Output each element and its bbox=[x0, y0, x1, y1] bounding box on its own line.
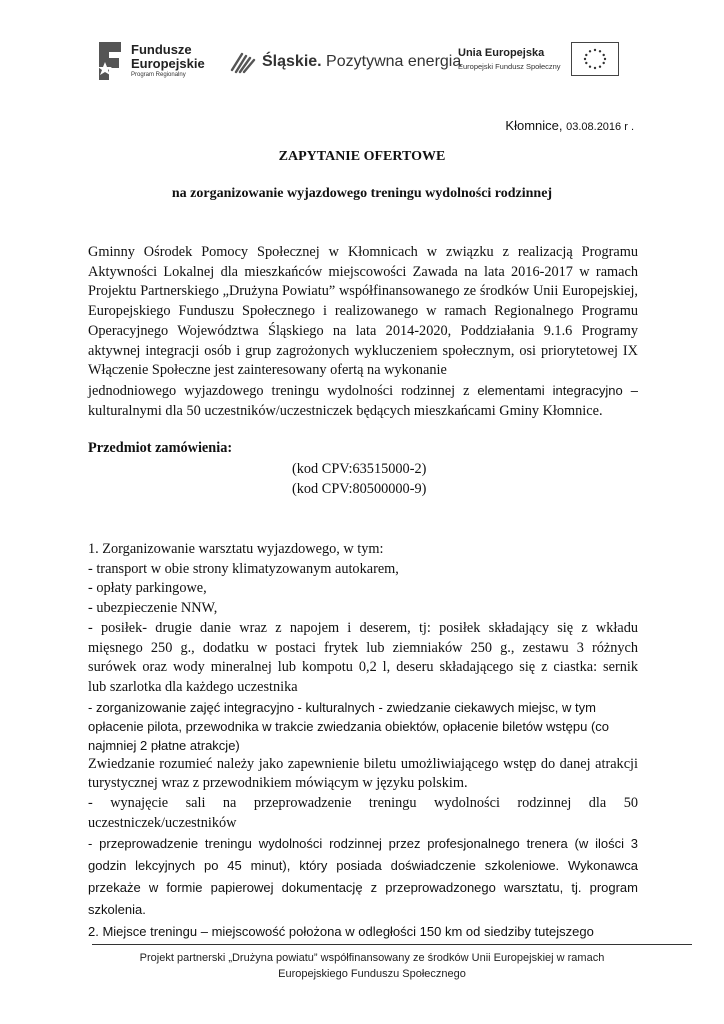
order-heading: Przedmiot zamówienia: bbox=[88, 440, 233, 456]
list-item: opłacenie pilota, przewodnika w trakcie zwiedzania obiektów, opłacenie biletów wstępu (co bbox=[88, 718, 610, 734]
list-item: 1. Zorganizowanie warsztatu wyjazdowego, w tym: bbox=[88, 541, 384, 557]
list-item: - posiłek- drugie danie wraz z napojem i deserem, tj: posiłek składający się z wkładu bbox=[88, 619, 638, 636]
intro-paragraph bbox=[88, 243, 638, 421]
eu-flag-icon bbox=[571, 42, 619, 76]
slaskie-word: Śląskie. bbox=[262, 53, 322, 70]
order-details-list bbox=[88, 540, 638, 943]
footer-line-2: Europejskiego Funduszu Społecznego bbox=[278, 968, 466, 980]
document-title: ZAPYTANIE OFERTOWE bbox=[278, 149, 446, 164]
intro-line-a-sans: elementami integracyjno – bbox=[477, 382, 638, 398]
list-item: najmniej 2 płatne atrakcje) bbox=[88, 737, 240, 753]
list-item: surówek oraz wody mineralnej lub kompotu 0,2 l, deseru składającego się z ciastka: sernik bbox=[88, 659, 638, 676]
list-item: - transport w obie strony klimatyzowanym autokarem, bbox=[88, 560, 399, 577]
slaskie-tagline bbox=[262, 53, 461, 71]
document-subtitle: na zorganizowanie wyjazdowego treningu wydolności rodzinnej bbox=[171, 186, 553, 201]
cpv-code-2: (kod CPV:80500000-9) bbox=[292, 481, 427, 497]
list-item: przekaże w formie papierowej dokumentację z przeprowadzonego warsztatu, tj. program bbox=[88, 880, 638, 896]
list-item: - wynajęcie sali na przeprowadzenie treningu wydolności rodzinnej dla 50 bbox=[88, 795, 638, 812]
list-item: mięsnego 250 g., dodatku w postaci frytek lub ziemniaków 250 g., zestawu 3 różnych bbox=[88, 639, 638, 656]
intro-text: Gminny Ośrodek Pomocy Społecznej w Kłomnicach w związku z realizacją Programu Aktywności Lokalnej dla mieszkańców miejscowości Zawada na lata 2016-2017 w ramach Projektu Partnerskiego „Drużyna Powiatu” współfinansowanego ze środków Unii Europejskiej, Europejskiego Funduszu Społecznego i realizowanego w ramach Regionalnego Programu Operacyjnego Województwa Śląskiego na lata 2014-2020, Poddziałania 9.1.6 Programy aktywnej integracji osób i grup zagrożonych wykluczeniem społecznym, osi priorytetowej IX Włączenie Społeczne jest zainteresowany ofertą na wykonanie bbox=[88, 244, 638, 379]
document-footer bbox=[92, 950, 652, 982]
list-item: - zorganizowanie zajęć integracyjno - kulturalnych - zwiedzanie ciekawych miejsc, w tym bbox=[88, 699, 596, 715]
list-item: uczestniczek/uczestników bbox=[88, 814, 237, 831]
eu-subtitle: Europejski Fundusz Społeczny bbox=[458, 62, 561, 71]
fe-subtitle: Program Regionalny bbox=[131, 72, 186, 79]
footer-divider bbox=[92, 944, 692, 945]
date-place: Kłomnice, bbox=[505, 118, 567, 133]
intro-line-b: kulturalnymi dla 50 uczestników/uczestniczek będących mieszkańcami Gminy Kłomnice. bbox=[88, 402, 603, 419]
list-item: - opłaty parkingowe, bbox=[88, 580, 207, 597]
fe-star-icon bbox=[95, 38, 125, 84]
eu-title: Unia Europejska bbox=[458, 47, 545, 59]
list-item: lub szarlotka dla każdego uczestnika bbox=[88, 678, 298, 695]
cpv-code-1: (kod CPV:63515000-2) bbox=[292, 461, 427, 477]
footer-line-1: Projekt partnerski „Drużyna powiatu” współfinansowany ze środków Unii Europejskiej w ramach bbox=[139, 952, 605, 964]
fe-title-line2: Europejskie bbox=[131, 55, 205, 71]
fundusze-europejskie-logo bbox=[95, 38, 205, 84]
document-header bbox=[0, 0, 724, 110]
slaskie-slogan: Pozytywna energia bbox=[321, 53, 462, 70]
list-item: 2. Miejsce treningu – miejscowość położona w odległości 150 km od siedziby tutejszego bbox=[88, 924, 594, 940]
slaskie-logo bbox=[230, 50, 461, 74]
list-item: - ubezpieczenie NNW, bbox=[88, 600, 218, 617]
slaskie-bird-icon bbox=[230, 50, 256, 74]
list-item: szkolenia. bbox=[88, 902, 146, 918]
list-item: godzin lekcyjnych po 45 minut), który posiada doświadczenie szkoleniowe. Wykonawca bbox=[88, 858, 638, 874]
list-item: - przeprowadzenie treningu wydolności rodzinnej przez profesjonalnego trenera (w ilości 3 bbox=[88, 836, 638, 852]
list-item: Zwiedzanie rozumieć należy jako zapewnienie biletu umożliwiającego wstęp do danej atrakcji bbox=[88, 755, 638, 772]
intro-line-a-serif: jednodniowego wyjazdowego treningu wydolności rodzinnej z bbox=[88, 382, 478, 399]
list-item: turystycznej wraz z przewodnikiem mówiącym w języku polskim. bbox=[88, 775, 468, 792]
document-date bbox=[505, 118, 634, 133]
date-day: 03.08.2016 r . bbox=[566, 121, 634, 133]
eu-logo bbox=[458, 42, 619, 76]
fe-title-line1: Fundusze bbox=[131, 42, 192, 58]
intro-line-a bbox=[88, 381, 638, 402]
